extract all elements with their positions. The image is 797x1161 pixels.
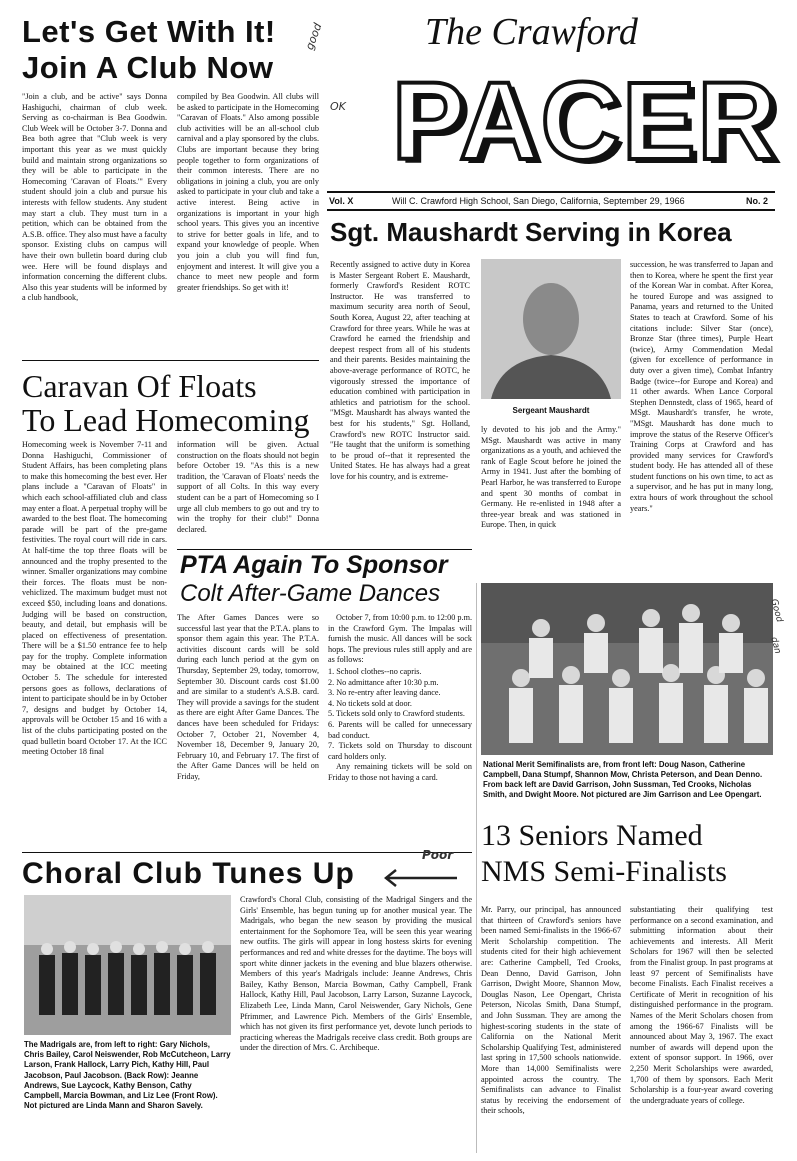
- pta-body-col2: [328, 613, 472, 848]
- choral-top-rule: [22, 852, 472, 853]
- semifinalists-group-photo: [481, 583, 773, 755]
- madrigals-group-photo: [24, 895, 231, 1035]
- masthead-pacer: PACER: [392, 60, 779, 183]
- pta-rule-4: 4. No tickets sold at door.: [328, 698, 412, 708]
- nms-photo-caption: National Merit Semifinalists are, from front left: Doug Nason, Catherine Campbell, Dana Stumpf, Shannon Mow, Christa Peterson, and Dean Denno. From back left are David Garrison, John Sussman, Ted Crooks, Nicholas Smith, and Dwight Moore. Not pictured are Jim Garrison and Lee Opengart.: [483, 760, 763, 799]
- masthead-dateline: Will C. Crawford High School, San Diego, California, September 29, 1966: [392, 196, 685, 206]
- pta-rule-3: 3. No re-entry after leaving dance.: [328, 688, 441, 698]
- korea-body-col1: Recently assigned to active duty in Korea is Master Sergeant Robert E. Maushardt, formerly Crawford's Resident ROTC Instructor. He was transferred to maximum security area north of Seoul, South Korea, August 22, after teaching at Crawford for three years. While he was at Crawford he earned the friendship and deepest respect from all of his students and their parents. Besides maintaining the above-average performance of ROTC, he vigorously stressed the importance of education combined with participation in athletics and patriotism for the school. "MSgt. Maushardt has always wanted the best for his students," Sgt. Holland, Crawford's new ROTC Instructor said. "He taught that the uniform is something to be proud of--that it represented the United States. He has always had a great love for his country, and is extreme-: [330, 260, 470, 481]
- pta-body-col1: The After Games Dances were so successful last year that the P.T.A. plans to sponsor them again this year. The P.T.A. activities discount cards will be sold during each lunch period at the gym on Thursday, September 29, today, tomorrow, September 30. Discount cards cost $1.00 and are similar to a student's A.S.B. card. They will provide a savings for the student as there are eight After Game Dances. The dances have been scheduled for Fridays: October 7, October 21, November 4, November 18, December 9, January 20, February 10, and February 17. The first of the After Game Dances will be held on Friday,: [177, 613, 319, 781]
- korea-body-col2: ly devoted to his job and the Army." MSgt. Maushardt was active in many organizations as a youth, and achieved the rank of Eagle Scout before he joined the Army in 1941. Just after the bombing of Pearl Harbor, he was transferred to Europe and spent 30 months of combat in Germany. He re-enlisted in 1948 after a three-year break and was stationed in Europe. Then, in quick: [481, 425, 621, 530]
- club-headline-line2: Join A Club Now: [22, 50, 274, 85]
- club-bottom-rule: [22, 360, 319, 361]
- sergeant-portrait: [481, 259, 621, 399]
- korea-headline: Sgt. Maushardt Serving in Korea: [330, 217, 732, 247]
- club-body-col2: compiled by Bea Goodwin. All clubs will be asked to participate in the Homecoming "Caravan of Floats." Also among possible club activities will be an all-school club carnival and a play sponsored by the clubs. Clubs are important because they bring people together to form organizations of their common interests. There are no obligations in joining a club, you are only asked to participate in your club and take a active interest. Being active in organizations is important in your high school years. This gives you an incentive to strive for better goals in life, and to expand your knowledge of people. When you join a club you will find fun, enjoyment and interest. It will give you a chance to meet new people and form greater friendships. So get with it!: [177, 92, 319, 292]
- pta-rule-5: 5. Tickets sold only to Crawford students.: [328, 709, 465, 719]
- korea-body-col3: succession, he was transferred to Japan and then to Korea, where he spent the first year of the Korean War in combat. After Korea, he toured Europe and was assigned to Panama, years and returned to the United States to teach at Crawford. Some of his citations include: Silver Star (once), Bronze Star (three times), Purple Heart (twice), Army Commendation Medal (given for excellence of performance in duty over a given time), Combat Infantry Badge (twice--for Europe and Korea) and 11 other awards. When Lance Corporal Stephen Dennstedt, class of 1965, heard of MSgt. Maushardt's transfer, he wrote, "MSgt. Maushardt has done much to improve the status of the Reserve Officer's Training Corps at Crawford and has provided many services for Crawford's student body. He has attended all of these student functions on his own time, to act as a supervisor, and he has put in many long, extra hours of work throughout the school years.": [630, 260, 773, 513]
- pta-headline-line2: Colt After-Game Dances: [180, 580, 441, 607]
- nms-photo: [481, 583, 773, 755]
- pta-rule-6: 6. Parents will be called for unnecessary bad conduct.: [328, 719, 472, 740]
- caravan-headline-line1: Caravan Of Floats: [22, 368, 257, 404]
- pencil-arrow-icon: [382, 862, 462, 888]
- margin-note-good-right: Good: [768, 598, 785, 624]
- choral-photo: [24, 895, 231, 1035]
- masthead-vol: Vol. X: [329, 196, 354, 206]
- pta-rule-1: 1. School clothes--no capris.: [328, 666, 422, 676]
- korea-photo-caption: Sergeant Maushardt: [512, 406, 590, 415]
- choral-headline: Choral Club Tunes Up: [22, 857, 355, 890]
- masthead-the-crawford: The Crawford: [425, 11, 638, 53]
- korea-photo: [481, 259, 621, 399]
- caravan-body-col2: information will be given. Actual construction on the floats should not begin before October 19. "As this is a new tradition, the 'Caravan of Floats' needs the support of all Colts. In this way every student can be a part of Homecoming so I urge all club members to go out and try to win the trophy for their club!" Donna declared.: [177, 440, 319, 534]
- masthead-issue-number: No. 2: [746, 196, 769, 206]
- club-body-col1: "Join a club, and be active" says Donna Hashiguchi, chairman of club week. Serving as co-chairman is Bea Goodwin. Club Week will be October 3-7. Donna and Bea both agree that "Club week is very important this year as we must quickly build and maintain strong organizations so they will be able to participate in the Homecoming 'Caravan of Floats.'" Every student should join a club and pursue his interests with fellow students. Any student may start a club. They must turn in a petition, which can be obtained from the A.S.B. office. They also must have a faculty sponsor. Existing clubs on campus will have their own bulletin board during club wee. Here will be found displays and information concerning the different clubs. Also this year students will be informed by a club handbook,: [22, 92, 167, 303]
- poor-arrow-annotation: [382, 862, 462, 888]
- pta-col2-outro: Any remaining tickets will be sold on Friday to those not having a card.: [328, 762, 472, 782]
- margin-note-good: good: [302, 21, 325, 52]
- choral-body: Crawford's Choral Club, consisting of the Madrigal Singers and the Girls' Ensemble, has begun tuning up for another musical year. The Madrigals, who began the new season by providing the musical entertainment for the Sophomore Tea, will be seen this year wearing new outfits. The girls will appear in long hostess skirts for evening performances and red and white dresses for the daytime. The boys will sport white dinner jackets in the evening and blue blazers otherwise. Members of this year's Madrigals include: Jeanne Andrews, Chris Bailey, Kathy Benson, Marcia Bowman, Cathy Campbell, Frank Hallock, Kathy Hill, Paul Jacobson, Larry Larson, Suzanne Laycock, Elizabeth Lee, Linda Mann, Carol Neiswender, Gary Nichols, Gene Pfrimmer, and Lawrence Pich. Members of the Girls' Ensemble, which has not given its first performance yet, devote lunch periods to practicing whereas the Madrigals receive class credit. Both groups are under the direction of Mrs. C. Archibeque.: [240, 895, 472, 1053]
- nms-headline-line2: NMS Semi-Finalists: [481, 855, 727, 888]
- pta-rule-2: 2. No admittance after 10:30 p.m.: [328, 677, 439, 687]
- nms-headline-line1: 13 Seniors Named: [481, 819, 703, 852]
- margin-note-dan: dan: [768, 636, 783, 655]
- pta-rule-7: 7. Tickets sold on Thursday to discount card holders only.: [328, 741, 472, 761]
- nms-body-col1: Mr. Parry, our principal, has announced that thirteen of Crawford's seniors have been named Semi-finalists in the 1966-67 Merit Scholarship competition. The students cited for their high achievement are: Catherine Campbell, Ted Crooks, Dean Denno, David Garrison, John Garrison, Dwight Moore, Shannon Mow, Douglas Nason, Lee Opengart, Christa Peterson, Nicolas Smith, Dana Stumpf, and John Sussman. They are among the highest-scoring students in the state of California on the National Merit Scholarship Qualifying Test, administered last spring in 17,500 schools nationwide. More than 14,000 Semifinalists were appointed across the country. The Semifinalists can advance to Finalist status by receiving the endorsement of their schools,: [481, 905, 621, 1116]
- pta-headline-line1: PTA Again To Sponsor: [180, 551, 448, 579]
- caravan-headline-line2: To Lead Homecoming: [22, 402, 310, 438]
- caravan-body-col1: Homecoming week is November 7-11 and Donna Hashiguchi, Commissioner of Student Affairs, has been completing plans to make this homecoming the best ever. Her plans include a "Caravan of Floats" in which each school-affiliated club and class may enter a float. A perpetual trophy will be awarded to the best float. The homecoming parade will be part of the pre-game festivities. The royal court will ride in cars. At half-time the top three floats will be announced and the trophy presented to the winner. Smaller organizations may combine their forces. The floats must be non-vehiclized. The maximum budget must not exceed $50, including loans and donations. Judging will be based on construction, beauty, and detail, but emphasis will be placed on effectiveness of presentation. There will be a $1.50 entrance fee to help pay for the trophy. Complete information may be obtained at the ICC meeting October 5. The schedule for interested persons goes as follows, declarations of intent to participate should be in by October 7, designs and budget by October 14, approvals will be October 15 and 16 with a list of the clubs participating posted on the quad bulletin board October 17. At the ICC meeting October 18 final: [22, 440, 167, 757]
- masthead-rule-top: [327, 191, 775, 193]
- margin-note-poor: Poor: [422, 848, 454, 862]
- masthead-rule-bottom: [327, 209, 775, 211]
- pta-col2-intro: October 7, from 10:00 p.m. to 12:00 p.m. in the Crawford Gym. The Impalas will furnish the music. All dances will be sock hops. The previous rules still apply and are as follows:: [328, 613, 472, 665]
- margin-note-ok: OK: [330, 100, 346, 113]
- club-headline-line1: Let's Get With It!: [22, 14, 276, 49]
- right-column-divider: [476, 583, 477, 1153]
- choral-photo-caption: The Madrigals are, from left to right: Gary Nichols, Chris Bailey, Carol Neiswender, Rob McCutcheon, Larry Larson, Frank Hallock, Larry Pich, Kathy Hill, Paul Jacobson, Paul Jacobson. (Back Row): Jeanne Andrews, Sue Laycock, Kathy Benson, Cathy Campbell, Marcia Bowman, and Liz Lee (Front Row). Not pictured are Linda Mann and Sharon Savely.: [24, 1040, 231, 1111]
- nms-body-col2: substantiating their qualifying test performance on a second examination, and submitting information about their achievements and interests. All Merit Scholars for 1967 will then be selected from the Finalist group. In past programs at least 97 percent of Semifinalists have become Finalists. Each Finalist receives a Certificate of Merit in recognition of his distinguished performance in the program. Names of the Merit Scholars chosen from among the 1966-67 Finalists will be announced about May 3, 1967. The exact number of awards will depend upon the extent of sponsor support. In 1966, over 2,250 Merit Scholarships were awarded, 1,700 of them by sponsors. Each Merit Scholarship is a four-year award covering the undergraduate years of college.: [630, 905, 773, 1105]
